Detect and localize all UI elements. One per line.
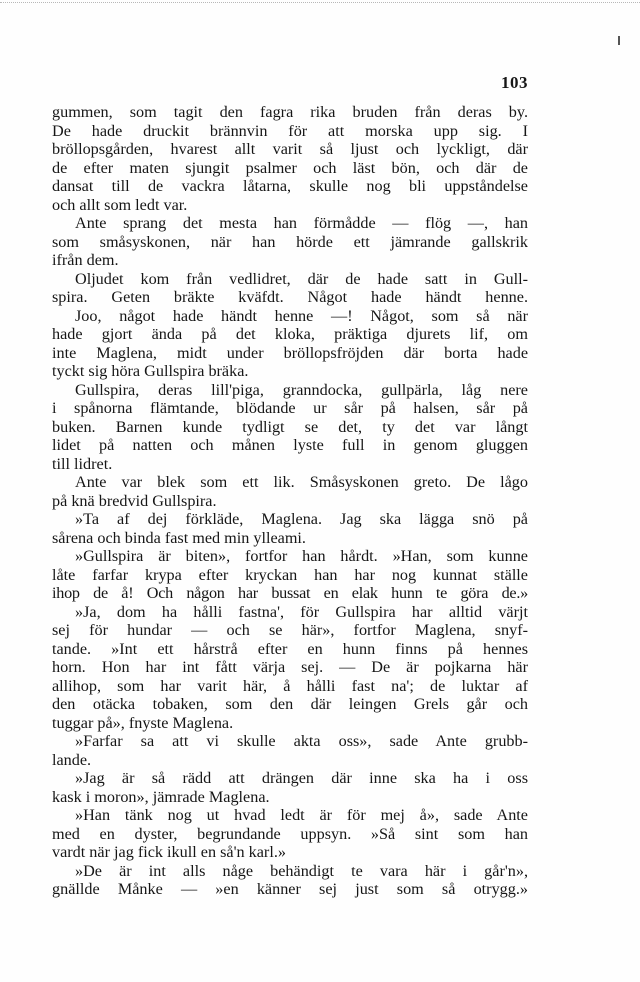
text-line: De hade druckit brännvin för att morska upp sig. I: [52, 121, 528, 140]
text-line: Gullspira, deras lill'piga, granndocka, gullpärla, låg nere: [75, 380, 528, 399]
text-line: horn. Hon har int fått värja sej. — De är pojkarna här: [52, 658, 528, 676]
text-line: »Ja, dom ha hålli fastna', för Gullspira har alltid värjt: [75, 602, 528, 621]
text-line: Ante var blek som ett lik. Småsyskonen greto. De lågo: [75, 473, 528, 491]
page-number: 103: [501, 73, 528, 92]
text-line: spira. Geten bräkte kväfdt. Något hade händt henne.: [52, 288, 528, 306]
text-line: »Han tänk nog ut hvad ledt är för mej å», sade Ante: [75, 806, 528, 824]
text-line: ifrån dem.: [52, 251, 119, 269]
text-line: tuggar på», fnyste Maglena.: [52, 713, 234, 732]
text-line: sårena och binda fast med min ylleami.: [52, 528, 306, 547]
body-text: [52, 103, 528, 899]
text-line: på knä bredvid Gullspira.: [52, 491, 217, 510]
text-line: Joo, något hade händt henne —! Något, som så när: [75, 306, 528, 325]
text-line: bröllopsgården, hvarest allt varit så ljust och lyckligt, där: [52, 140, 528, 158]
scan-edge-mark: [618, 36, 620, 45]
text-line: Ante sprang det mesta han förmådde — flög —, han: [75, 214, 528, 232]
text-line: lande.: [52, 750, 92, 769]
text-line: allihop, som har varit här, å hålli fast na'; de luktar af: [52, 676, 528, 695]
text-line: i spånorna flämtande, blödande ur sår på halsen, sår på: [52, 399, 528, 417]
text-line: de efter maten sjungit psalmer och läst bön, och där de: [52, 158, 528, 177]
text-line: dansat till de vackra låtarna, skulle nog bli uppståndelse: [52, 177, 528, 195]
text-line: »Gullspira är biten», fortfor han hårdt. »Han, som kunne: [75, 547, 528, 565]
text-line: och allt som ledt var.: [52, 195, 188, 214]
text-line: sej för hundar — och se här», fortfor Maglena, snyf-: [52, 621, 528, 639]
text-line: den otäcka tobaken, som den där leingen Grels går och: [52, 695, 528, 713]
text-line: hade gjort ända på det kloka, präktiga djurets lif, om: [52, 325, 528, 343]
text-line: till lidret.: [52, 454, 113, 473]
text-line: tyckt sig höra Gullspira bräka.: [52, 362, 249, 380]
text-line: inte Maglena, midt under bröllopsfröjden där borta hade: [52, 343, 528, 362]
text-line: gnällde Månke — »en känner sej just som så otrygg.»: [52, 880, 528, 898]
text-line: med en dyster, begrundande uppsyn. »Så sint som han: [52, 824, 528, 843]
scan-top-edge: [0, 2, 640, 3]
text-line: vardt när jag fick ikull en så'n karl.»: [52, 843, 286, 861]
text-line: tande. »Int ett hårstrå efter en hunn finns på hennes: [52, 639, 528, 658]
text-line: »De är int alls någe behändigt te vara här i går'n»,: [75, 861, 528, 880]
text-line: låte farfar krypa efter kryckan han har nog kunnat ställe: [52, 565, 528, 584]
text-line: lidet på natten och månen lyste full in genom gluggen: [52, 436, 528, 454]
text-line: »Jag är så rädd att drängen där inne ska ha i oss: [75, 769, 528, 787]
text-line: Oljudet kom från vedlidret, där de hade satt in Gull-: [75, 269, 528, 288]
text-line: som småsyskonen, när han hörde ett jämrande gallskrik: [52, 232, 528, 251]
text-line: »Farfar sa att vi skulle akta oss», sade Ante grubb-: [75, 732, 528, 750]
text-line: gummen, som tagit den fagra rika bruden från deras by.: [52, 103, 528, 121]
text-line: »Ta af dej förkläde, Maglena. Jag ska lägga snö på: [75, 510, 528, 528]
text-line: kask i moron», jämrade Maglena.: [52, 787, 270, 806]
text-line: ihop de å! Och någon har bussat en elak hunn te göra de.»: [52, 584, 528, 602]
text-line: buken. Barnen kunde tydligt se det, ty det var långt: [52, 417, 528, 436]
